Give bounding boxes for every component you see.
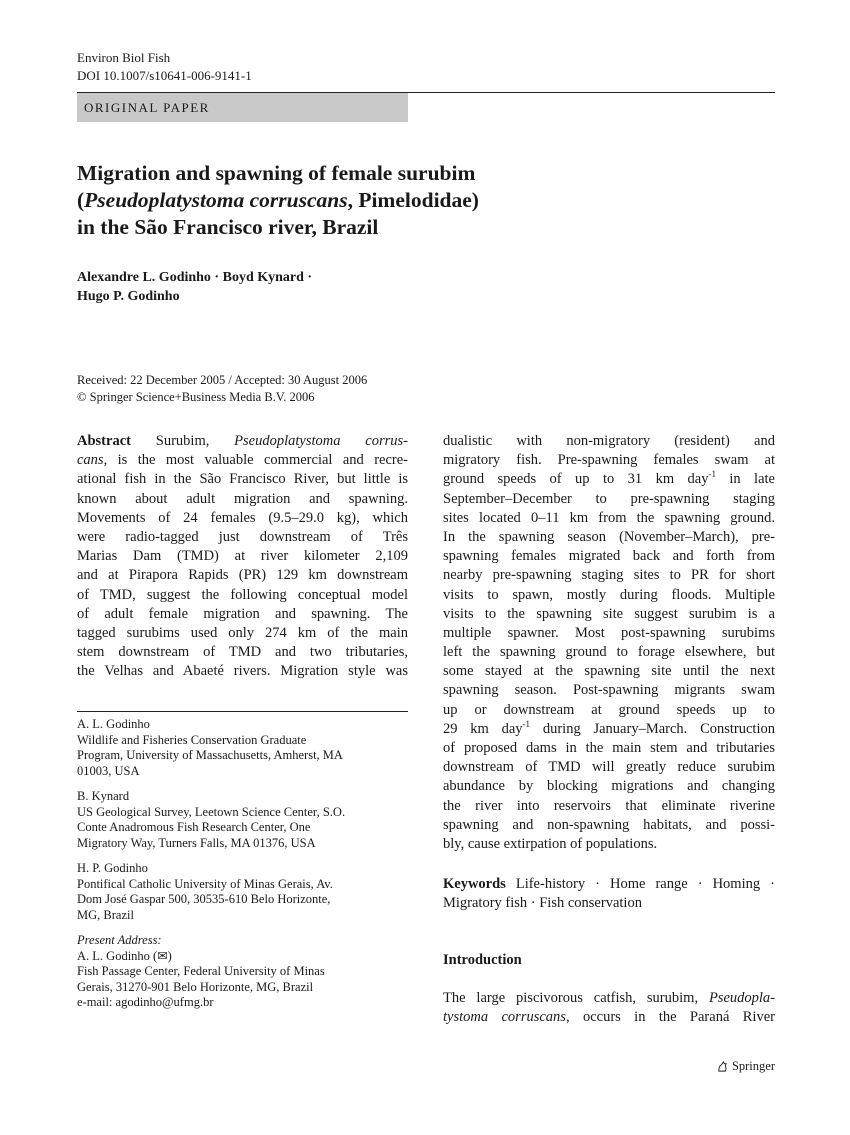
abstract-right (443, 432, 775, 854)
affiliation-godinho-hp (77, 861, 408, 923)
intro-line (443, 989, 775, 1008)
abstract-text: , is the most valuable commercial and recre- (103, 452, 408, 469)
journal-header (77, 49, 252, 85)
intro-text: The large piscivorous catfish, surubim, (443, 990, 709, 1006)
affiliation-line: MG, Brazil (77, 907, 134, 922)
paper-type-banner: ORIGINAL PAPER (77, 93, 408, 122)
abstract-line: tagged surubims used only 274 km of the main (77, 624, 408, 641)
affiliation-line: Migratory Way, Turners Falls, MA 01376, USA (77, 835, 316, 850)
present-address-label: Present Address: (77, 933, 162, 947)
abstract-line: migratory fish. Pre-spawning females swam at (443, 452, 775, 469)
affiliation-line: Dom José Gaspar 500, 30535-610 Belo Horizonte, (77, 892, 331, 906)
abstract-line: of TMD, suggest the following conceptual model (77, 586, 408, 603)
title-paren: ( (77, 188, 85, 212)
abstract-line: multiple spawner. Most post-spawning surubims (443, 624, 775, 641)
authors-line-2: Hugo P. Godinho (77, 289, 180, 304)
title-line-1: Migration and spawning of female surubim (77, 161, 476, 185)
affiliation-line: 01003, USA (77, 763, 140, 778)
abstract-line (77, 432, 408, 451)
title-family: , Pimelodidae) (347, 188, 479, 212)
keywords-line-2: Migratory fish · Fish conservation (443, 895, 642, 912)
intro-line (443, 1008, 775, 1027)
abstract-line: up or downstream at ground speeds up to (443, 701, 775, 718)
abstract-text: during January–March. Construction (530, 720, 775, 737)
abstract-line (443, 720, 775, 739)
abstract-line: spawning season. Post-spawning migrants swam (443, 682, 775, 699)
affiliation-godinho-al (77, 717, 408, 779)
superscript: -1 (708, 470, 716, 480)
introduction-text (443, 989, 775, 1027)
abstract-line: sites located 0–11 km from the spawning ground. (443, 509, 775, 526)
abstract-line: stem downstream of TMD and two tributaries, (77, 644, 408, 661)
copyright: © Springer Science+Business Media B.V. 2006 (77, 390, 315, 404)
abstract-line: visits to spawn, mostly during floods. Multiple (443, 586, 775, 603)
affiliation-line: Wildlife and Fisheries Conservation Graduate (77, 732, 307, 747)
affiliation-line: A. L. Godinho (77, 717, 150, 731)
address-line: Fish Passage Center, Federal University of Minas (77, 964, 325, 978)
journal-name: Environ Biol Fish (77, 50, 171, 65)
doi[interactable]: DOI 10.1007/s10641-006-9141-1 (77, 68, 252, 83)
abstract-line: ational fish in the São Francisco River, but little is (77, 471, 408, 488)
abstract-line: Movements of 24 females (9.5–29.0 kg), which (77, 509, 408, 526)
abstract-line: the Velhas and Abaeté rivers. Migration style was (77, 663, 408, 680)
affiliations (77, 717, 408, 1021)
abstract-line: and at Pirapora Rapids (PR) 129 km downstream (77, 567, 408, 584)
title-line-2 (77, 187, 717, 214)
abstract-line: spawning and non-spawning habitats, and possi- (443, 816, 775, 833)
abstract-line: were radio-tagged just downstream of Três (77, 528, 408, 545)
affiliation-line: Pontifical Catholic University of Minas Gerais, Av. (77, 876, 333, 891)
abstract-line: visits to the spawning site suggest surubim is a (443, 605, 775, 622)
abstract-text: Surubim, (130, 433, 235, 449)
abstract-line: spawning females migrated back and forth from (443, 548, 775, 565)
abstract-text: ground speeds of up to 31 km day (443, 471, 709, 488)
intro-species: Pseudopla- (708, 990, 775, 1006)
abstract-line: of proposed dams in the main stem and tributaries (443, 740, 775, 756)
authors-line-1: Alexandre L. Godinho · Boyd Kynard · (77, 270, 313, 285)
springer-horse-icon (716, 1060, 729, 1073)
publisher-logo (716, 1058, 775, 1074)
affiliation-line: US Geological Survey, Leetown Science Center, S.O. (77, 804, 346, 819)
footnote-rule (77, 711, 408, 712)
abstract-line: In the spawning season (November–March), pre- (443, 528, 775, 545)
affiliation-line: Conte Anadromous Fish Research Center, One (77, 820, 311, 834)
affiliation-line: H. P. Godinho (77, 861, 148, 875)
abstract-text: 29 km day (443, 720, 523, 737)
keywords-text: Life-history · Home range · Homing · (515, 876, 775, 892)
abstract-line: dualistic with non-migratory (resident) and (443, 433, 775, 449)
abstract-line: abundance by blocking migrations and changing (443, 778, 775, 795)
abstract-species: cans (77, 452, 104, 469)
present-address (77, 933, 408, 1011)
abstract-left (77, 432, 408, 681)
abstract-line: the river into reservoirs that eliminate riverine (443, 797, 775, 814)
abstract-line: nearby pre-spawning staging sites to PR for short (443, 567, 775, 584)
affiliation-kynard (77, 789, 408, 851)
author-list (77, 268, 312, 306)
article-title (77, 160, 717, 241)
intro-text: , occurs in the Paraná River (565, 1009, 775, 1026)
abstract-line (77, 451, 408, 470)
abstract-line: known about adult migration and spawning. (77, 490, 408, 507)
abstract-line (443, 470, 775, 489)
email-link[interactable]: e-mail: agodinho@ufmg.br (77, 995, 214, 1009)
keywords-label: Keywords (443, 876, 506, 892)
abstract-line: some stayed at the spawning site until the next (443, 663, 775, 680)
abstract-line: Marias Dam (TMD) at river kilometer 2,109 (77, 548, 408, 565)
received-accepted: Received: 22 December 2005 / Accepted: 30 August 2006 (77, 373, 368, 387)
abstract-text: in late (715, 471, 775, 488)
address-line: Gerais, 31270-901 Belo Horizonte, MG, Brazil (77, 979, 314, 994)
keywords-line (443, 875, 775, 894)
affiliation-line: Program, University of Massachusetts, Amherst, MA (77, 748, 343, 762)
abstract-species: Pseudoplatystoma corrus- (234, 433, 408, 449)
corresponding-author: A. L. Godinho (✉) (77, 948, 172, 963)
keywords (443, 875, 775, 913)
affiliation-line: B. Kynard (77, 789, 130, 803)
abstract-label: Abstract (77, 433, 131, 449)
title-species: Pseudoplatystoma corruscans (84, 188, 348, 212)
abstract-line: bly, cause extirpation of populations. (443, 835, 658, 852)
abstract-line: downstream of TMD will greatly reduce surubim (443, 759, 775, 776)
superscript: -1 (522, 719, 531, 729)
abstract-line: of adult female migration and spawning. The (77, 605, 408, 622)
abstract-line: September–December to pre-spawning staging (443, 490, 775, 507)
intro-species: tystoma corruscans (443, 1009, 566, 1026)
article-dates (77, 372, 367, 406)
section-heading-introduction: Introduction (443, 952, 522, 968)
title-line-3: in the São Francisco river, Brazil (77, 215, 379, 239)
publisher-name: Springer (731, 1059, 775, 1073)
abstract-line: left the spawning ground to forage elsewhere, but (443, 644, 775, 661)
